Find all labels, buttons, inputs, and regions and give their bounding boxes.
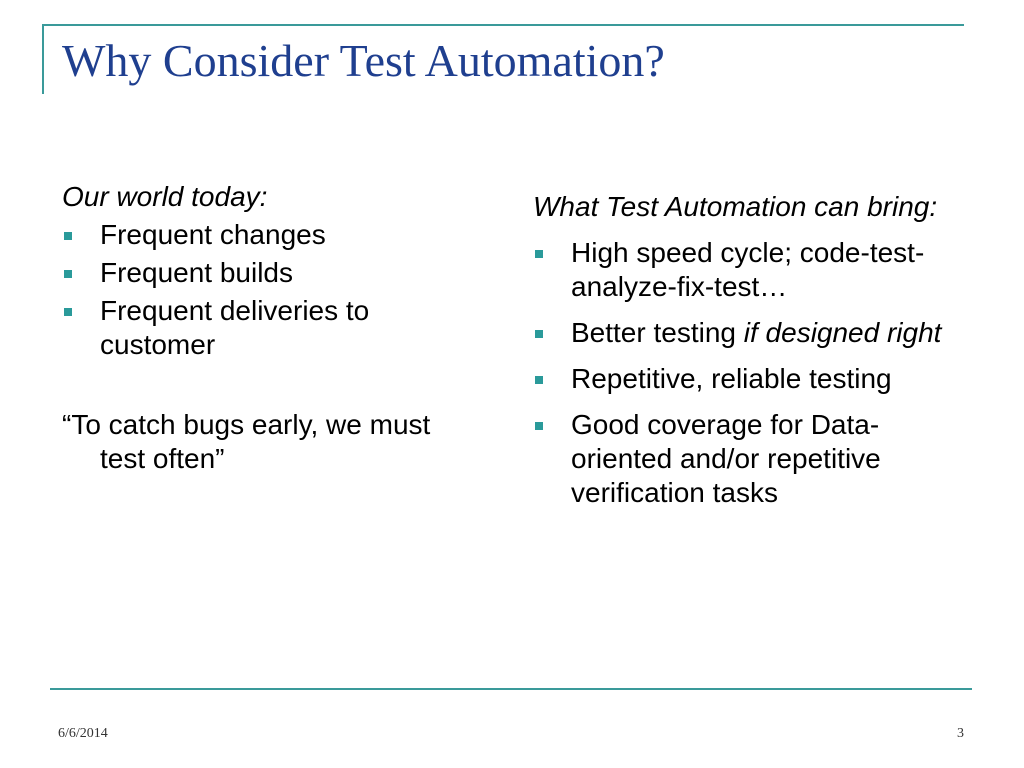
square-bullet-icon [64, 270, 72, 278]
square-bullet-icon [64, 308, 72, 316]
list-item [62, 294, 462, 362]
square-bullet-icon [535, 330, 543, 338]
list-item [533, 408, 973, 510]
bullet-text: Frequent changes [100, 219, 326, 250]
list-item [62, 218, 462, 252]
square-bullet-icon [535, 250, 543, 258]
bullet-text: Frequent deliveries to customer [100, 295, 370, 360]
right-heading: What Test Automation can bring: [533, 191, 938, 222]
right-column [533, 190, 973, 510]
page-number: 3 [957, 726, 964, 741]
right-bullet-list [533, 236, 973, 510]
bullet-text: Good coverage for Data-oriented and/or repetitive verification tasks [571, 409, 881, 508]
frame-top-line [42, 24, 964, 26]
quote-text: “To catch bugs early, we must test often” [62, 409, 431, 474]
left-column [62, 180, 462, 476]
bullet-text: Frequent builds [100, 257, 294, 288]
list-item [533, 316, 973, 350]
bullet-text: Repetitive, reliable testing [571, 363, 892, 394]
left-heading: Our world today: [62, 181, 268, 212]
footer-divider [50, 688, 972, 690]
square-bullet-icon [535, 376, 543, 384]
bullet-emphasis-text: if designed right [743, 317, 942, 348]
frame-vertical-line [42, 24, 44, 94]
list-item [62, 256, 462, 290]
left-bullet-list [62, 218, 462, 362]
list-item [533, 362, 973, 396]
list-item [533, 236, 973, 304]
bullet-text: High speed cycle; code-test-analyze-fix-test… [571, 237, 925, 302]
square-bullet-icon [535, 422, 543, 430]
footer-date: 6/6/2014 [58, 726, 108, 741]
bullet-text: Better testing [571, 317, 744, 348]
slide-title: Why Consider Test Automation? [62, 35, 665, 86]
square-bullet-icon [64, 232, 72, 240]
